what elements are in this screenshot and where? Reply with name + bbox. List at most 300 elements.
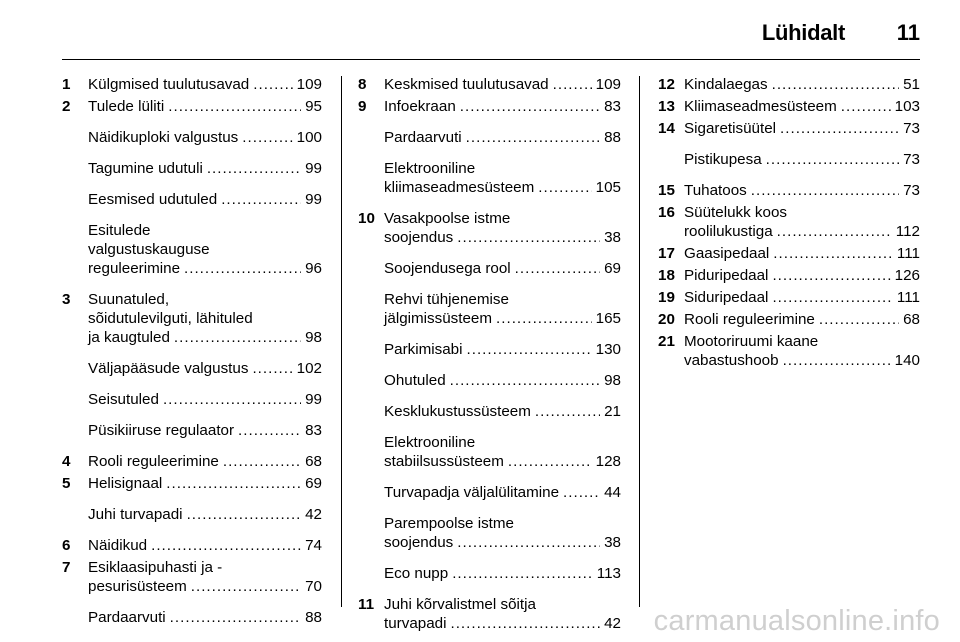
- entry-text: [684, 150, 920, 169]
- entry-text: [684, 244, 920, 263]
- dot-leader: [467, 340, 592, 359]
- dot-leader: [168, 97, 301, 116]
- entry-last-line: [384, 309, 621, 328]
- item-number: 15: [658, 182, 675, 199]
- entry-text: [384, 340, 621, 359]
- entry-label-line: Tulede lüliti: [88, 98, 165, 115]
- entry-last-line: [684, 288, 920, 307]
- index-entry: [358, 595, 621, 633]
- dot-leader: [466, 128, 600, 147]
- item-number: 12: [658, 76, 675, 93]
- entry-last-line: [684, 351, 920, 370]
- index-entry: [358, 128, 621, 147]
- page-reference: 68: [305, 453, 322, 470]
- entry-label-line: Eco nupp: [384, 565, 449, 582]
- entry-last-line: [684, 119, 920, 138]
- entry-text: [88, 421, 322, 440]
- item-number: 3: [62, 291, 71, 308]
- dot-leader: [151, 536, 301, 555]
- index-entry: [358, 514, 621, 552]
- entry-label-line: Esitulede: [88, 222, 151, 239]
- dot-leader: [819, 310, 899, 329]
- entry-label-line: Parkimisabi: [384, 341, 463, 358]
- entry-text: [88, 190, 322, 209]
- entry-text: [384, 75, 621, 94]
- entry-last-line: [88, 97, 322, 116]
- item-number: [358, 402, 384, 421]
- index-entry: [658, 288, 920, 307]
- dot-leader: [563, 483, 600, 502]
- entry-last-line: [684, 150, 920, 169]
- item-number: 7: [62, 559, 71, 576]
- entry-text: [88, 97, 322, 116]
- index-entry: [62, 536, 322, 555]
- entry-text: [88, 128, 322, 147]
- dot-leader: [772, 266, 890, 285]
- entry-text: [684, 181, 920, 200]
- entry-last-line: [384, 259, 621, 278]
- entry-text: [88, 536, 322, 555]
- entry-label-line: Infoekraan: [384, 98, 456, 115]
- item-number: 16: [658, 204, 675, 221]
- entry-label-line: Piduripedaal: [684, 267, 769, 284]
- page-reference: 99: [305, 391, 322, 408]
- entry-label-line: turvapadi: [384, 615, 447, 632]
- entry-label-line: Ohutuled: [384, 372, 446, 389]
- index-entry: [62, 128, 322, 147]
- page-reference: 69: [305, 475, 322, 492]
- item-number: [358, 483, 384, 502]
- index-entry: [358, 433, 621, 471]
- item-number: 8: [358, 76, 367, 93]
- page-reference: 100: [296, 129, 322, 146]
- index-column-3: [658, 75, 920, 373]
- page-reference: 42: [305, 506, 322, 523]
- dot-leader: [783, 351, 891, 370]
- dot-leader: [508, 452, 592, 471]
- entry-label-line: valgustuskauguse: [88, 241, 210, 258]
- index-entry: [62, 421, 322, 440]
- item-number: [62, 421, 88, 440]
- entry-last-line: [684, 244, 920, 263]
- entry-label-line: jälgimissüsteem: [384, 310, 493, 327]
- dot-leader: [773, 244, 893, 263]
- item-number: 10: [358, 210, 375, 227]
- entry-text: [384, 564, 621, 583]
- index-entry: [62, 452, 322, 471]
- entry-last-line: [684, 310, 920, 329]
- entry-last-line: [88, 190, 322, 209]
- entry-last-line: [684, 75, 920, 94]
- page-reference: 113: [596, 565, 621, 582]
- entry-label-line: Pardaarvuti: [384, 129, 462, 146]
- entry-label-line: Püsikiiruse regulaator: [88, 422, 235, 439]
- entry-label-line: Kindalaegas: [684, 76, 768, 93]
- index-entry: [658, 332, 920, 370]
- index-entry: [358, 564, 621, 583]
- page-reference: 109: [595, 76, 621, 93]
- index-entry: [658, 266, 920, 285]
- dot-leader: [772, 75, 899, 94]
- page-reference: 70: [305, 578, 322, 595]
- entry-text: [384, 402, 621, 421]
- entry-last-line: [88, 259, 322, 278]
- entry-label-line: Esiklaasipuhasti ja -: [88, 559, 223, 576]
- index-entry: [658, 310, 920, 329]
- dot-leader: [187, 505, 302, 524]
- index-entry: [358, 97, 621, 116]
- index-entry: [658, 181, 920, 200]
- item-number: [358, 128, 384, 147]
- entry-label-line: Mootoriruumi kaane: [684, 333, 819, 350]
- index-column-1: [62, 75, 322, 630]
- entry-text: [88, 359, 322, 378]
- dot-leader: [166, 474, 301, 493]
- index-entry: [358, 75, 621, 94]
- page-reference: 111: [896, 245, 920, 262]
- item-number: [358, 514, 384, 552]
- entry-last-line: [88, 505, 322, 524]
- index-entry: [658, 150, 920, 169]
- page-reference: 38: [604, 229, 621, 246]
- dot-leader: [460, 97, 600, 116]
- column-divider: [639, 76, 640, 607]
- page-reference: 44: [604, 484, 621, 501]
- entry-label-line: Näidikud: [88, 537, 148, 554]
- entry-last-line: [88, 328, 322, 347]
- index-entry: [658, 203, 920, 241]
- dot-leader: [252, 359, 292, 378]
- page-reference: 111: [896, 289, 920, 306]
- index-entry: [62, 608, 322, 627]
- index-entry: [62, 359, 322, 378]
- entry-last-line: [88, 421, 322, 440]
- page-reference: 73: [903, 151, 920, 168]
- dot-leader: [553, 75, 592, 94]
- index-entry: [62, 474, 322, 493]
- index-entry: [358, 340, 621, 359]
- watermark: carmanualsonline.info: [653, 605, 940, 637]
- entry-text: [88, 390, 322, 409]
- entry-last-line: [88, 128, 322, 147]
- page-reference: 69: [604, 260, 621, 277]
- item-number: [62, 608, 88, 627]
- dot-leader: [221, 190, 301, 209]
- index-entry: [358, 402, 621, 421]
- entry-text: [384, 371, 621, 390]
- entry-text: [684, 288, 920, 307]
- page-reference: 83: [305, 422, 322, 439]
- dot-leader: [457, 533, 600, 552]
- entry-label-line: pesurisüsteem: [88, 578, 187, 595]
- page-reference: 105: [595, 179, 621, 196]
- page-reference: 88: [604, 129, 621, 146]
- index-entry: [358, 259, 621, 278]
- entry-last-line: [384, 228, 621, 247]
- dot-leader: [238, 421, 301, 440]
- index-entry: [62, 221, 322, 278]
- entry-label-line: Tagumine udutuli: [88, 160, 203, 177]
- entry-text: [684, 332, 920, 370]
- entry-text: [88, 505, 322, 524]
- entry-label-line: Sigaretisüütel: [684, 120, 777, 137]
- index-entry: [62, 390, 322, 409]
- dot-leader: [751, 181, 899, 200]
- item-number: [358, 564, 384, 583]
- dot-leader: [766, 150, 899, 169]
- item-number: [62, 190, 88, 209]
- page-reference: 112: [895, 223, 920, 240]
- item-number: [358, 290, 384, 328]
- item-number: 17: [658, 245, 675, 262]
- page-reference: 165: [595, 310, 621, 327]
- item-number: 4: [62, 453, 71, 470]
- page-header: [0, 14, 960, 54]
- entry-label-line: kliimaseadmesüsteem: [384, 179, 535, 196]
- entry-last-line: [684, 97, 920, 116]
- entry-text: [384, 159, 621, 197]
- item-number: [62, 221, 88, 278]
- dot-leader: [450, 614, 600, 633]
- entry-last-line: [384, 97, 621, 116]
- index-entry: [62, 505, 322, 524]
- entry-last-line: [88, 359, 322, 378]
- entry-label-line: Seisutuled: [88, 391, 159, 408]
- entry-label-line: reguleerimine: [88, 260, 181, 277]
- entry-label-line: Külgmised tuulutusavad: [88, 76, 250, 93]
- entry-last-line: [88, 474, 322, 493]
- item-number: [62, 390, 88, 409]
- item-number: [62, 505, 88, 524]
- dot-leader: [535, 402, 600, 421]
- entry-last-line: [88, 390, 322, 409]
- dot-leader: [780, 119, 899, 138]
- item-number: 18: [658, 267, 675, 284]
- entry-last-line: [384, 564, 621, 583]
- dot-leader: [174, 328, 301, 347]
- index-entry: [658, 119, 920, 138]
- section-title: Lühidalt: [761, 20, 845, 45]
- entry-last-line: [88, 452, 322, 471]
- page-number: 11: [896, 20, 920, 45]
- entry-label-line: Rooli reguleerimine: [684, 311, 815, 328]
- column-divider: [341, 76, 342, 607]
- entry-label-line: Pistikupesa: [684, 151, 762, 168]
- entry-last-line: [384, 483, 621, 502]
- entry-label-line: soojendus: [384, 229, 454, 246]
- index-entry: [62, 75, 322, 94]
- item-number: 9: [358, 98, 367, 115]
- item-number: [62, 159, 88, 178]
- entry-text: [384, 97, 621, 116]
- index-entry: [62, 558, 322, 596]
- dot-leader: [191, 577, 301, 596]
- entry-text: [384, 433, 621, 471]
- entry-last-line: [384, 178, 621, 197]
- index-entry: [62, 290, 322, 347]
- entry-text: [684, 266, 920, 285]
- item-number: [62, 359, 88, 378]
- entry-last-line: [384, 128, 621, 147]
- dot-leader: [538, 178, 591, 197]
- entry-text: [384, 483, 621, 502]
- entry-last-line: [88, 577, 322, 596]
- item-number: 2: [62, 98, 71, 115]
- item-number: 14: [658, 120, 675, 137]
- entry-text: [88, 221, 322, 278]
- page-reference: 130: [595, 341, 621, 358]
- entry-label-line: Rehvi tühjenemise: [384, 291, 509, 308]
- index-entry: [62, 190, 322, 209]
- entry-text: [88, 558, 322, 596]
- dot-leader: [184, 259, 301, 278]
- page-reference: 95: [305, 98, 322, 115]
- page-reference: 98: [604, 372, 621, 389]
- item-number: [658, 150, 684, 169]
- entry-text: [384, 595, 621, 633]
- item-number: [62, 128, 88, 147]
- entry-text: [88, 452, 322, 471]
- index-entry: [358, 371, 621, 390]
- entry-label-line: Kliimaseadmesüsteem: [684, 98, 837, 115]
- entry-label-line: Eesmised udutuled: [88, 191, 218, 208]
- dot-leader: [777, 222, 892, 241]
- item-number: 6: [62, 537, 71, 554]
- entry-last-line: [384, 75, 621, 94]
- dot-leader: [496, 309, 592, 328]
- entry-text: [684, 119, 920, 138]
- entry-text: [384, 128, 621, 147]
- entry-label-line: Juhi kõrvalistmel sõitja: [384, 596, 536, 613]
- entry-label-line: Pardaarvuti: [88, 609, 166, 626]
- entry-last-line: [88, 536, 322, 555]
- page-reference: 83: [604, 98, 621, 115]
- item-number: 21: [658, 333, 675, 350]
- item-number: [358, 433, 384, 471]
- index-entry: [658, 244, 920, 263]
- page-reference: 126: [894, 267, 920, 284]
- item-number: [358, 340, 384, 359]
- index-entry: [358, 290, 621, 328]
- dot-leader: [223, 452, 301, 471]
- index-entry: [62, 97, 322, 116]
- dot-leader: [170, 608, 301, 627]
- entry-text: [88, 75, 322, 94]
- entry-label-line: Helisignaal: [88, 475, 163, 492]
- dot-leader: [450, 371, 600, 390]
- page-reference: 42: [604, 615, 621, 632]
- entry-label-line: Keskmised tuulutusavad: [384, 76, 549, 93]
- index-entry: [358, 483, 621, 502]
- entry-last-line: [684, 266, 920, 285]
- item-number: 20: [658, 311, 675, 328]
- item-number: 13: [658, 98, 675, 115]
- entry-label-line: stabiilsussüsteem: [384, 453, 504, 470]
- page-reference: 74: [305, 537, 322, 554]
- page-reference: 21: [604, 403, 621, 420]
- entry-text: [384, 259, 621, 278]
- entry-label-line: Rooli reguleerimine: [88, 453, 219, 470]
- index-entry: [658, 75, 920, 94]
- entry-last-line: [684, 222, 920, 241]
- entry-text: [88, 159, 322, 178]
- entry-last-line: [384, 371, 621, 390]
- entry-label-line: Tuhatoos: [684, 182, 747, 199]
- page-reference: 140: [894, 352, 920, 369]
- entry-label-line: Gaasipedaal: [684, 245, 770, 262]
- header-divider: [62, 59, 920, 60]
- entry-last-line: [384, 614, 621, 633]
- entry-last-line: [384, 452, 621, 471]
- page-reference: 73: [903, 182, 920, 199]
- entry-text: [88, 290, 322, 347]
- page-reference: 73: [903, 120, 920, 137]
- page-reference: 38: [604, 534, 621, 551]
- page-reference: 103: [894, 98, 920, 115]
- dot-leader: [515, 259, 600, 278]
- entry-last-line: [384, 533, 621, 552]
- item-number: [358, 159, 384, 197]
- index-entry: [62, 159, 322, 178]
- entry-last-line: [88, 608, 322, 627]
- dot-leader: [207, 159, 301, 178]
- entry-label-line: sõidutulevilguti, lähituled: [88, 310, 253, 327]
- entry-label-line: Parempoolse istme: [384, 515, 514, 532]
- index-entry: [658, 97, 920, 116]
- entry-label-line: Süütelukk koos: [684, 204, 787, 221]
- entry-label-line: Suunatuled,: [88, 291, 170, 308]
- entry-text: [384, 290, 621, 328]
- entry-label-line: Siduripedaal: [684, 289, 769, 306]
- page-reference: 128: [595, 453, 621, 470]
- dot-leader: [242, 128, 292, 147]
- entry-label-line: Elektrooniline: [384, 160, 476, 177]
- entry-label-line: vabastushoob: [684, 352, 779, 369]
- dot-leader: [253, 75, 292, 94]
- entry-label-line: Vasakpoolse istme: [384, 210, 511, 227]
- entry-label-line: ja kaugtuled: [88, 329, 170, 346]
- entry-label-line: Soojendusega rool: [384, 260, 511, 277]
- entry-label-line: Kesklukustussüsteem: [384, 403, 531, 420]
- dot-leader: [452, 564, 593, 583]
- entry-text: [384, 209, 621, 247]
- entry-label-line: Näidikuploki valgustus: [88, 129, 239, 146]
- entry-label-line: roolilukustiga: [684, 223, 773, 240]
- index-entry: [358, 159, 621, 197]
- page-reference: 99: [305, 160, 322, 177]
- entry-text: [684, 203, 920, 241]
- item-number: 1: [62, 76, 71, 93]
- item-number: 19: [658, 289, 675, 306]
- entry-text: [684, 75, 920, 94]
- entry-text: [384, 514, 621, 552]
- entry-text: [684, 97, 920, 116]
- index-column-2: [358, 75, 621, 636]
- entry-last-line: [88, 159, 322, 178]
- item-number: [358, 371, 384, 390]
- index-entry: [358, 209, 621, 247]
- entry-text: [88, 608, 322, 627]
- item-number: 11: [358, 596, 375, 613]
- entry-last-line: [384, 340, 621, 359]
- page-reference: 96: [305, 260, 322, 277]
- page-reference: 102: [296, 360, 322, 377]
- page-reference: 98: [305, 329, 322, 346]
- entry-label-line: Juhi turvapadi: [88, 506, 183, 523]
- dot-leader: [772, 288, 892, 307]
- page-reference: 109: [296, 76, 322, 93]
- entry-label-line: soojendus: [384, 534, 454, 551]
